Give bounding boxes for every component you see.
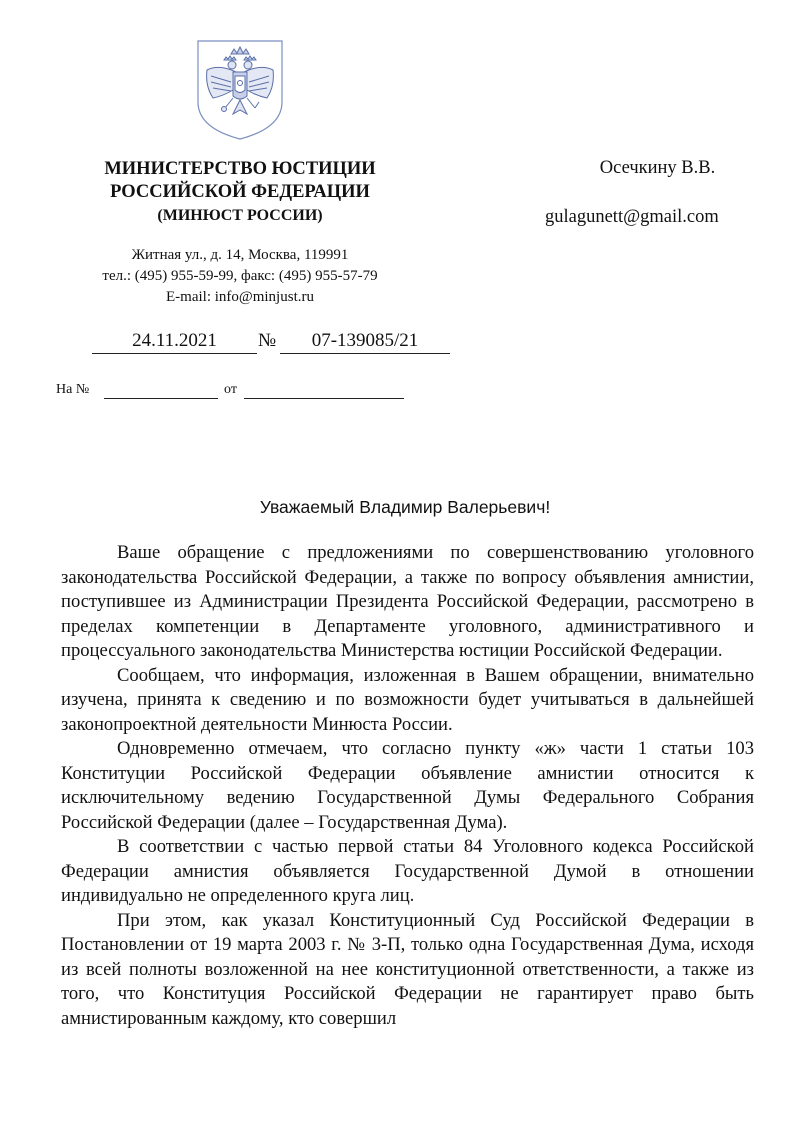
reference-date-label: от [224,382,237,397]
address-phone-fax: тел.: (495) 955-59-99, факс: (495) 955-57-79 [102,268,378,284]
registration-number: 07-139085/21 [280,329,450,354]
ministry-abbreviation: (МИНЮСТ РОССИИ) [157,207,323,224]
coat-of-arms-icon [197,40,283,140]
body-paragraph-3: Одновременно отмечаем, что согласно пункту «ж» части 1 статьи 103 Конституции Российской Федерации объявление амнистии относится к исключительному ведению Государственной Думы Федерального Собрания Российской Федерации (далее – Государственная Дума). [61,738,754,833]
ministry-name-line1: МИНИСТЕРСТВО ЮСТИЦИИ [104,159,376,179]
recipient-email: gulagunett@gmail.com [545,207,719,227]
body-paragraph-2: Сообщаем, что информация, изложенная в Вашем обращении, внимательно изучена, принята к сведению и по возможности будет учитываться в дальнейшей законопроектной деятельности Минюста России. [61,664,754,735]
ministry-name-line2: РОССИЙСКОЙ ФЕДЕРАЦИИ [110,182,370,202]
address-email: E-mail: info@minjust.ru [166,289,314,305]
letter-salutation: Уважаемый Владимир Валерьевич! [259,497,551,517]
letter-body [61,541,754,1031]
body-paragraph-1: Ваше обращение с предложениями по совершенствованию уголовного законодательства Российской Федерации, а также по вопросу объявления амнистии, поступившее из Администрации Президента Российской Федерации, рассмотрено в пределах компетенции в Департаменте уголовного, административного и процессуального законодательства Министерства юстиции Российской Федерации. [61,542,754,661]
reference-number-label: На № [56,382,90,397]
recipient-name: Осечкину В.В. [599,158,716,178]
reference-date-blank [244,384,404,399]
body-paragraph-5: При этом, как указал Конституционный Суд Российской Федерации в Постановлении от 19 марта 2003 г. № 3-П, только одна Государственная Дума, исходя из всей полноты возложенной на нее конституционной ответственности, а также из того, что Конституция Российской Федерации не гарантирует право быть амнистированным каждому, кто совершил [61,909,754,1029]
registration-date: 24.11.2021 [92,329,257,354]
registration-number-sign: № [258,330,277,351]
body-paragraph-4: В соответствии с частью первой статьи 84 Уголовного кодекса Российской Федерации амнистия объявляется Государственной Думой в отношении индивидуально не определенного круга лиц. [61,836,754,906]
reference-number-blank [104,384,218,399]
address-street: Житная ул., д. 14, Москва, 119991 [131,247,349,263]
